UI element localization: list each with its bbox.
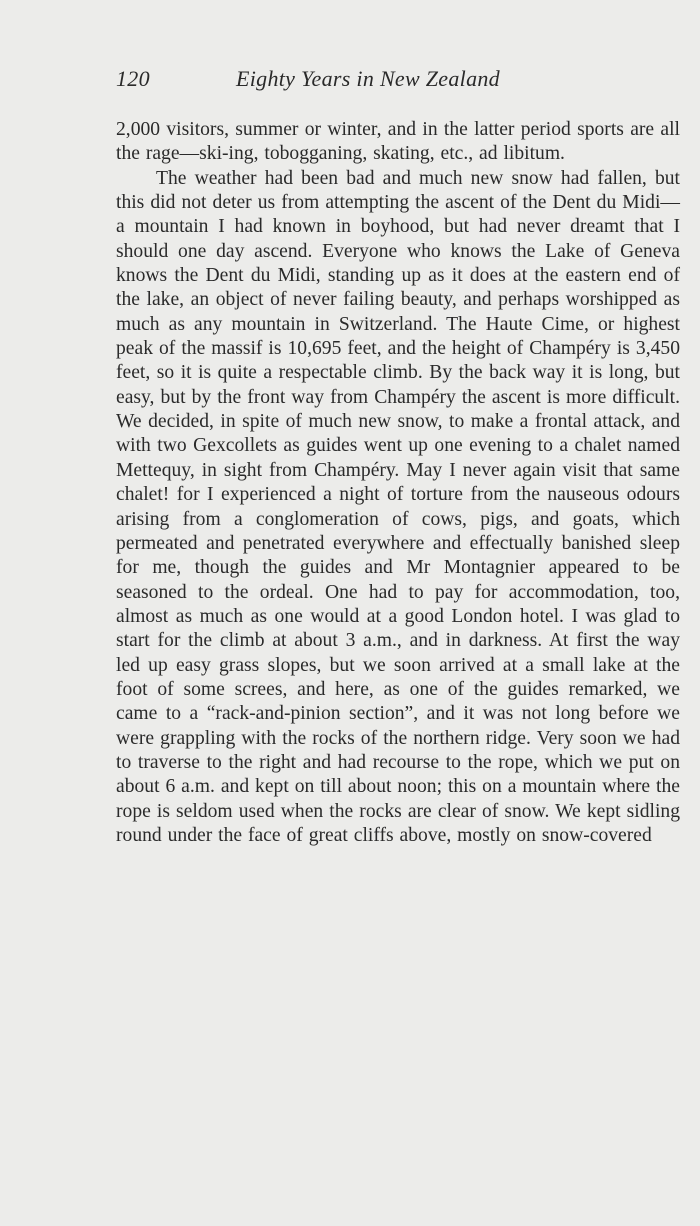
page-header [116,66,556,96]
page-number: 120 [116,66,150,91]
paragraph: 2,000 visitors, summer or winter, and in the latter period sports are all the rage—ski-ing, tobogganing, skating, etc., ad libitum. [116,119,680,165]
running-title: Eighty Years in New Zealand [236,66,500,91]
paragraph: The weather had been bad and much new snow had fallen, but this did not deter us from attempting the ascent of the Dent du Midi—a mountain I had known in boyhood, but had never dreamt that I should one day ascend. Everyone who knows the Lake of Geneva knows the Dent du Midi, standing up as it does at the eastern end of the lake, an object of never failing beauty, and perhaps worshipped as much as any mountain in Switzerland. The Haute Cime, or highest peak of the massif is 10,695 feet, and the height of Champéry is 3,450 feet, so it is quite a respectable climb. By the back way it is long, but easy, but by the front way from Champéry the ascent is more difficult. We decided, in spite of much new snow, to make a frontal attack, and with two Gexcollets as guides went up one evening to a chalet named Mettequy, in sight from Champéry. May I never again visit that same chalet! for I experienced a night of torture from the nauseous odours arising from a conglomeration of cows, pigs, and goats, which permeated and penetrated everywhere and effectually banished sleep for me, though the guides and Mr Montagnier appeared to be seasoned to the ordeal. One had to pay for accommodation, too, almost as much as one would at a good London hotel. I was glad to start for the climb at about 3 a.m., and in darkness. At first the way led up easy grass slopes, but we soon arrived at a small lake at the foot of some screes, and here, as one of the guides remarked, we came to a “rack-and-pinion section”, and it was not long before we were grappling with the rocks of the northern ridge. Very soon we had to traverse to the right and had recourse to the rope, which we put on about 6 a.m. and kept on till about noon; this on a mountain where the rope is seldom used when the rocks are clear of snow. We kept sidling round under the face of great cliffs above, mostly on snow-covered [116,167,680,846]
body-text [116,118,680,848]
